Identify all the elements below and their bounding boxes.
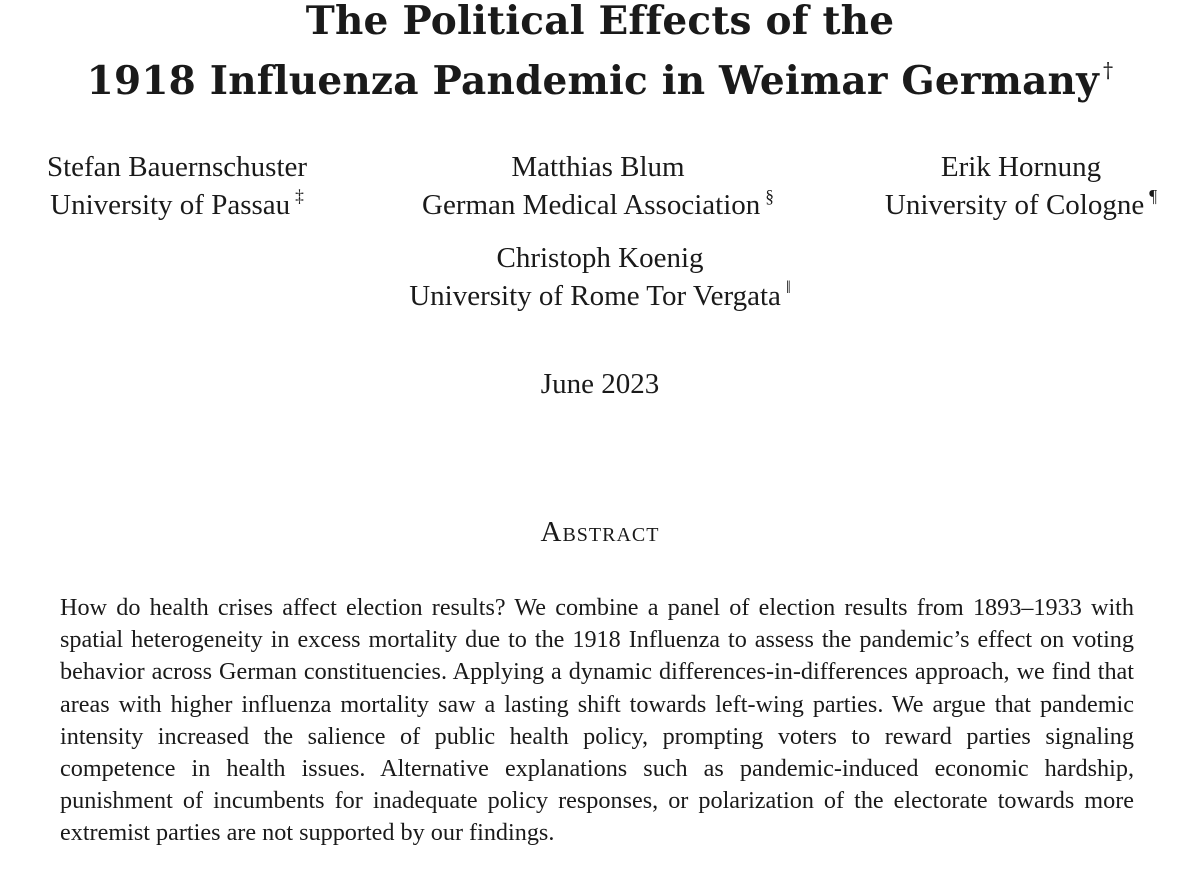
affiliation-text: German Medical Association bbox=[422, 189, 761, 221]
paper-title-text: 1918 Influenza Pandemic in Weimar Germany bbox=[86, 58, 1099, 104]
author-block bbox=[860, 148, 1182, 227]
affiliation-text: University of Rome Tor Vergata bbox=[409, 280, 781, 312]
affiliation-text: University of Passau bbox=[50, 189, 291, 221]
paper-title-line-2 bbox=[0, 57, 1200, 104]
affiliation-footnote-mark: ‖ bbox=[785, 276, 791, 297]
author-block bbox=[350, 239, 850, 318]
paper-title-line-1: The Political Effects of the bbox=[305, 0, 895, 44]
author-affiliation bbox=[860, 186, 1182, 227]
title-footnote-mark: † bbox=[1102, 57, 1114, 82]
author-block bbox=[378, 148, 818, 227]
affiliation-text: University of Cologne bbox=[884, 189, 1145, 221]
abstract-heading: Abstract bbox=[540, 516, 660, 548]
affiliation-footnote-mark: ‡ bbox=[295, 185, 304, 206]
author-affiliation bbox=[350, 277, 850, 318]
abstract-text: How do health crises affect election results? We combine a panel of election results from 1893–1933 with spatial heterogeneity in excess mortality due to the 1918 Influenza to assess the pandemic’s effect on voting behavior across German constituencies. Applying a dynamic differences-in-differences approach, we find that areas with higher influenza mortality saw a lasting shift towards left-wing parties. We argue that pandemic intensity increased the salience of public health policy, prompting voters to reward parties signaling competence in health issues. Alternative explanations such as pandemic-induced economic hardship, punishment of incumbents for inadequate policy responses, or polarization of the electorate towards more extremist parties are not supported by our findings. bbox=[60, 594, 1134, 847]
author-block bbox=[18, 148, 336, 227]
author-name: Erik Hornung bbox=[940, 151, 1102, 183]
author-name: Christoph Koenig bbox=[496, 242, 704, 274]
publication-date: June 2023 bbox=[540, 368, 660, 400]
author-affiliation bbox=[378, 186, 818, 227]
affiliation-footnote-mark: § bbox=[765, 185, 774, 206]
author-name: Stefan Bauernschuster bbox=[46, 151, 308, 183]
author-name: Matthias Blum bbox=[511, 151, 685, 183]
author-affiliation bbox=[18, 186, 336, 227]
affiliation-footnote-mark: ¶ bbox=[1149, 185, 1158, 206]
